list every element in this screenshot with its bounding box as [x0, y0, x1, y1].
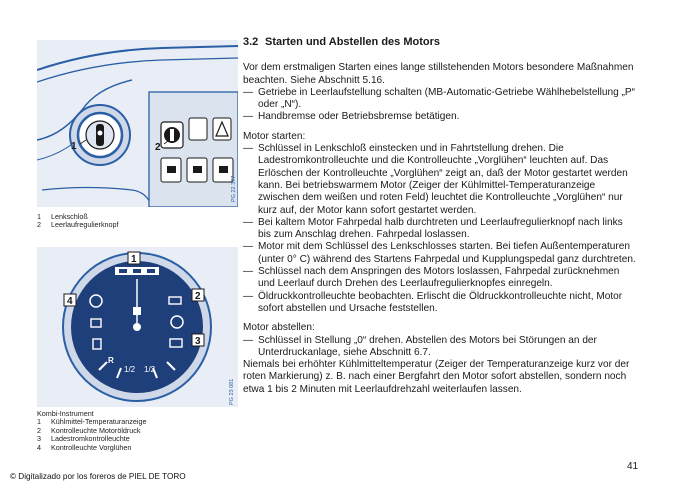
section-number: 3.2	[243, 36, 259, 48]
dash-bullet: —	[243, 216, 254, 228]
list-item-text: Handbremse oder Betriebsbremse betätigen.	[258, 111, 460, 123]
caption-number: 3	[37, 434, 41, 444]
gauge-fraction-left: 1/2	[124, 365, 136, 374]
figure2-callout-2: 2	[195, 291, 201, 302]
footer-credit: © Digitalizado por los foreros de PIEL DE TORO	[10, 472, 186, 481]
list-item-text: Öldruckkontrolleuchte beobachten. Erlischt die Öldruckkontrolleuchte nicht, Motor sofort abstellen und Ursache feststellen.	[258, 290, 623, 314]
figure1-callout-1: 1	[71, 141, 77, 152]
list-item	[243, 217, 638, 242]
list-item-text: Schlüssel nach dem Anspringen des Motors loslassen, Fahrpedal zurücknehmen und Leerlauf durch Drehen des Leerlaufregulierknopfes einregeln.	[258, 266, 620, 290]
list-item	[243, 291, 638, 316]
body-text	[243, 36, 638, 396]
figure1-code: PG 22 377	[231, 175, 237, 202]
intro-paragraph: Vor dem erstmaligen Starten eines lange stillstehenden Motors besondere Maßnahmen beachten. Siehe Abschnitt 5.16.	[243, 62, 634, 86]
figure1-callout-2: 2	[155, 142, 161, 153]
list-item	[243, 143, 638, 217]
stop-note: Niemals bei erhöhter Kühlmitteltemperatur (Zeiger der Temperaturanzeige kurz vor der roten Markierung) z. B. nach einer Bergfahrt den Motor sofort abstellen, sondern noch etwa 1 bis 2 Minuten mit Leerlaufdrehzahl weiterlaufen lassen.	[243, 359, 630, 395]
figure2-callout-1: 1	[131, 254, 137, 265]
dash-bullet: —	[243, 334, 254, 346]
caption-number: 1	[37, 417, 41, 427]
list-item	[243, 266, 638, 291]
figure2-caption	[37, 410, 146, 452]
start-heading: Motor starten:	[243, 130, 306, 142]
caption-row	[37, 444, 146, 452]
list-item	[243, 335, 638, 360]
ignition-figure	[37, 40, 238, 207]
dash-bullet: —	[243, 86, 254, 98]
figure2-code: PG 23 081	[229, 378, 235, 405]
caption-number: 4	[37, 442, 41, 452]
caption-text: Leerlaufregulierknopf	[51, 220, 119, 230]
dash-bullet: —	[243, 290, 254, 302]
gauge-fraction-right: 1/2	[144, 365, 156, 374]
figure2-callout-4: 4	[67, 296, 73, 307]
caption-number: 2	[37, 425, 41, 435]
caption-text: Kontrolleuchte Motoröldruck	[51, 425, 141, 435]
instrument-cluster-figure	[37, 247, 238, 407]
list-item-text: Getriebe in Leerlaufstellung schalten (MB-Automatic-Getriebe Wählhebelstellung „P“ oder „N“).	[258, 86, 636, 111]
gauge-reserve-letter: R	[108, 356, 114, 365]
caption-number: 2	[37, 220, 41, 230]
list-item-text: Bei kaltem Motor Fahrpedal halb durchtreten und Leerlaufregulierknopf nach links bis zum Anschlag drehen. Fahrpedal loslassen.	[258, 216, 623, 241]
caption-row	[37, 221, 119, 229]
gauge-illustration	[63, 253, 211, 401]
figure2-callout-3: 3	[195, 336, 201, 347]
caption-text: Lenkschloß	[51, 212, 88, 221]
section-heading	[243, 36, 638, 48]
list-item	[243, 87, 638, 112]
figure2-title: Kombi-Instrument	[37, 409, 94, 418]
caption-text: Ladestromkontrolleuchte	[51, 434, 130, 444]
stop-heading: Motor abstellen:	[243, 322, 315, 334]
page-number: 41	[627, 461, 639, 472]
dash-bullet: —	[243, 266, 254, 278]
steering-lock-illustration	[70, 105, 130, 165]
dash-bullet: —	[243, 143, 254, 155]
list-item-text: Schlüssel in Stellung „0“ drehen. Abstellen des Motors bei Störungen an der Unterdruckanlage, siehe Abschnitt 6.7.	[258, 334, 597, 358]
dash-bullet: —	[243, 111, 254, 123]
caption-text: Kontrolleuchte Vorglühen	[51, 442, 132, 452]
list-item-text: Motor mit dem Schlüssel des Lenkschlosses starten. Bei tiefen Außentemperaturen (unter 0° C) während des Startens Fahrpedal und Kupplungspedal ganz durchtreten.	[258, 241, 636, 265]
list-item	[243, 241, 638, 266]
caption-number: 1	[37, 212, 41, 221]
section-title: Starten und Abstellen des Motors	[265, 36, 441, 48]
figure1-caption	[37, 213, 119, 230]
caption-text: Kühlmittel-Temperaturanzeige	[51, 417, 147, 427]
list-item-text: Schlüssel in Lenkschloß einstecken und in Fahrtstellung drehen. Die Ladestromkontrolleuchte und die Kontrolleuchte „Vorglühen“ leuchten auf. Das Erlöschen der Kontrolleuchte „Vorglühen“ zeigt an, daß der Motor gestartet werden kann. Bei betriebswarmem Motor (Zeiger der Kühlmittel-Temperaturanzeige zwischen dem weißen und roten Feld) leuchtet die Kontrolleuchte „Vorglühen“ nur kurz auf, der Motor kann sofort gestartet werden.	[258, 143, 628, 216]
list-item	[243, 111, 638, 123]
dash-bullet: —	[243, 241, 254, 253]
